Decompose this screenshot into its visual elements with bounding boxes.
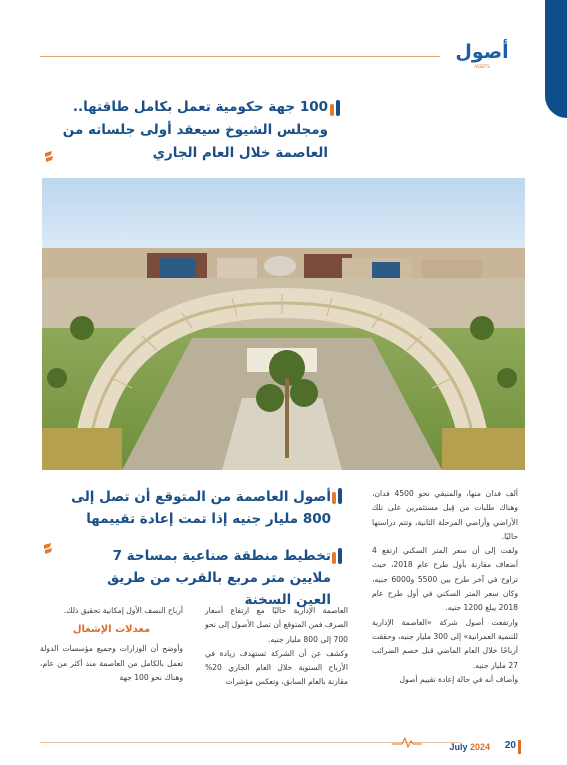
issue-year: 2024 <box>469 742 490 752</box>
title-marker <box>332 552 336 564</box>
paragraph: وأضاف أنه في حالة إعادة تقييم أصول <box>399 674 518 684</box>
paragraph: وارتفعت أصول شركة «العاصمة الإدارية للتنمية العمرانية» إلى 300 مليار جنيه، وحققت أرباحًا خلال العام الماضي قبل خصم الضرائب 27 مليار جنيه. <box>372 617 518 670</box>
page-number: 20 <box>504 740 516 751</box>
issue-month: July <box>449 742 468 752</box>
title-marker <box>332 492 336 504</box>
issue-date <box>420 742 490 752</box>
title-marker <box>336 100 340 116</box>
paragraph: ولفت إلى أن سعر المتر السكني ارتفع 4 أضعاف مقارنة بأول طرح عام 2018، حيث تراوح في آخر طرح بين 5500 و6000 جنيه، وكان سعر المتر السكني في أول طرح عام 2018 يبلغ 1200 جنيه. <box>372 546 518 613</box>
third-title: تخطيط منطقة صناعية بمساحة 7 ملايين متر مربع بالقرب من طريق العين السخنة <box>107 548 331 608</box>
pulse-line-icon <box>392 736 422 748</box>
decor-mark-icon <box>43 150 54 164</box>
decor-mark-icon <box>42 542 53 556</box>
text-column-right <box>372 487 518 687</box>
page-number-marker <box>518 740 521 754</box>
paragraph: ألف فدان منها، والمتبقي نحو 4500 فدان، وهناك طلبات من قِبل مستثمرين على تلك الأراضي وأراضي المرحلة الثانية، وتتم دراستها حاليًا. <box>372 489 519 541</box>
logo-tagline: ASSETS <box>474 64 490 69</box>
logo-text: أصول <box>455 41 509 63</box>
title-marker <box>330 104 334 116</box>
brand-logo <box>447 40 517 70</box>
header-rule <box>40 56 440 57</box>
paragraph: العاصمة الإدارية حاليًا مع ارتفاع أسعار الصرف فمن المتوقع أن تصل الأصول إلى نحو 700 إلى 800 مليار جنيه. <box>205 606 348 644</box>
text-column-middle <box>205 604 348 690</box>
section-subheading: معدلات الإشغال <box>72 624 151 636</box>
hero-photo <box>42 178 525 470</box>
title-marker <box>338 488 342 504</box>
corner-tab <box>545 0 567 118</box>
title-marker <box>338 548 342 564</box>
paragraph: وكشف عن أن الشركة تستهدف زيادة في الأرباح السنوية خلال العام الجاري 20% مقارنة بالعام السابق، وتعكس مؤشرات <box>205 648 348 687</box>
main-title: 100 جهة حكومية تعمل بكامل طاقتها.. ومجلس الشيوخ سيعقد أولى جلساته من العاصمة خلال العام الجاري <box>62 99 328 161</box>
text-column-left <box>40 604 183 685</box>
paragraph: أرباح النصف الأول إمكانية تحقيق ذلك. <box>63 606 183 615</box>
second-title: أصول العاصمة من المتوقع أن تصل إلى 800 مليار جنيه إذا تمت إعادة تقييمها <box>71 489 331 527</box>
paragraph: وأوضح أن الوزارات وجميع مؤسسات الدولة تعمل بالكامل من العاصمة منذ أكثر من عام، وهناك نحو 100 جهة <box>40 644 183 682</box>
